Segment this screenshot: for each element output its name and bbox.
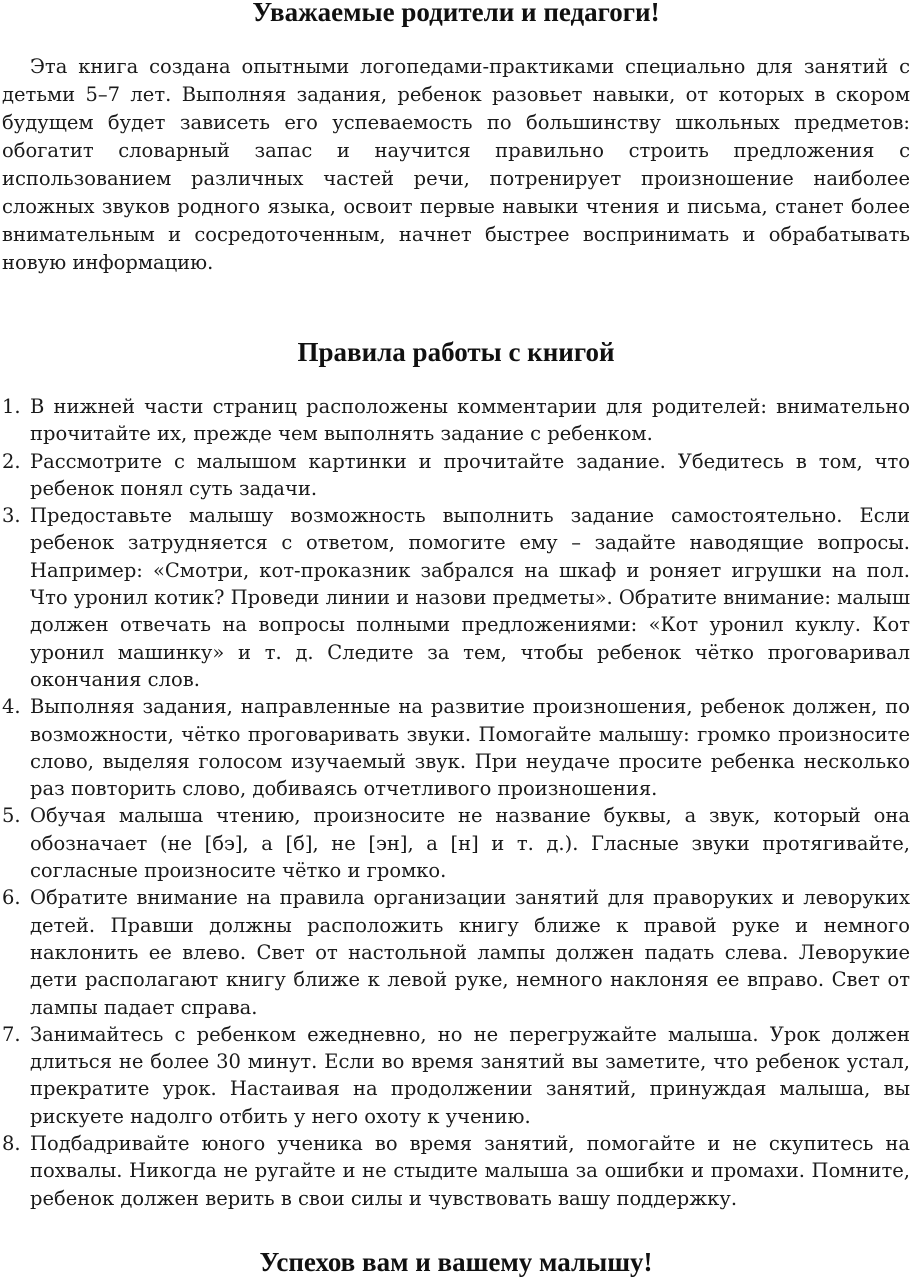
rule-number: 3. [2,504,21,528]
rule-item [2,1130,910,1212]
rule-number: 2. [2,449,21,473]
rule-text: В нижней части страниц расположены комментарии для родителей: внимательно прочитайте их, прежде чем выполнять задание с ребенком. [30,395,910,446]
rule-number: 6. [2,886,21,910]
rules-list [2,393,910,1212]
greeting-title: Уважаемые родители и педагоги! [252,0,660,27]
rule-item [2,693,910,802]
rule-item [2,884,910,1020]
rules-title: Правила работы с книгой [297,337,615,367]
rule-text: Выполняя задания, направленные на развитие произношения, ребенок должен, по возможности, чётко проговаривать звуки. Помогайте малышу: громко произносите слово, выделяя голосом изучаемый звук. При неудаче просите ребенка несколько раз повторить слово, добиваясь отчетливого произношения. [30,695,910,801]
rule-item [2,393,910,448]
rule-text: Предоставьте малышу возможность выполнить задание самостоятельно. Если ребенок затрудняется с ответом, помогите ему – задайте наводящие вопросы. Например: «Смотри, кот-проказник забрался на шкаф и роняет игрушки на пол. Что уронил котик? Проведи линии и назови предметы». Обратите внимание: малыш должен отвечать на вопросы полными предложениями: «Кот уронил куклу. Кот уронил машинку» и т. д. Следите за тем, чтобы ребенок чётко проговаривал окончания слов. [30,504,910,691]
rule-text: Рассмотрите с малышом картинки и прочитайте задание. Убедитесь в том, что ребенок понял суть задачи. [30,449,910,500]
rule-item [2,802,910,884]
rule-text: Обратите внимание на правила организации занятий для праворуких и леворуких детей. Правши должны расположить книгу ближе к правой руке и немного наклонить ее влево. Свет от настольной лампы должен падать слева. Леворукие дети располагают книгу ближе к левой руке, немного наклоняя ее вправо. Свет от лампы падает справа. [30,886,910,1019]
rule-text: Обучая малыша чтению, произносите не название буквы, а звук, который она обозначает (не [бэ], а [б], не [эн], а [н] и т. д.). Гласные звуки протягивайте, согласные произносите чётко и громко. [30,804,910,883]
intro-paragraph: Эта книга создана опытными логопедами-практиками специально для занятий с детьми 5–7 лет. Выполняя задания, ребенок разовьет навыки, от которых в скором будущем будет зависеть его успеваемость по большинству школьных предметов: обогатит словарный запас и научится правильно строить предложения с использованием различных частей речи, потренирует произношение наиболее сложных звуков родного языка, освоит первые навыки чтения и письма, станет более внимательным и сосредоточенным, начнет быстрее воспринимать и обрабатывать новую информацию. [2,55,910,274]
rule-number: 5. [2,804,21,828]
rule-item [2,448,910,503]
rule-number: 1. [2,395,21,418]
closing-title: Успехов вам и вашему малышу! [259,1247,653,1277]
rule-number: 7. [2,1022,21,1046]
rule-text: Подбадривайте юного ученика во время занятий, помогайте и не скупитесь на похвалы. Никогда не ругайте и не стыдите малыша за ошибки и промахи. Помните, ребенок должен верить в свои силы и чувствовать вашу поддержку. [30,1132,910,1210]
rule-item [2,1021,910,1130]
rule-number: 8. [2,1132,21,1156]
rule-number: 4. [2,695,21,719]
rule-text: Занимайтесь с ребенком ежедневно, но не перегружайте малыша. Урок должен длиться не более 30 минут. Если во время занятий вы заметите, что ребенок устал, прекратите урок. Настаивая на продолжении занятий, принуждая малыша, вы рискуете надолго отбить у него охоту к учению. [30,1022,910,1128]
rule-item [2,502,910,693]
